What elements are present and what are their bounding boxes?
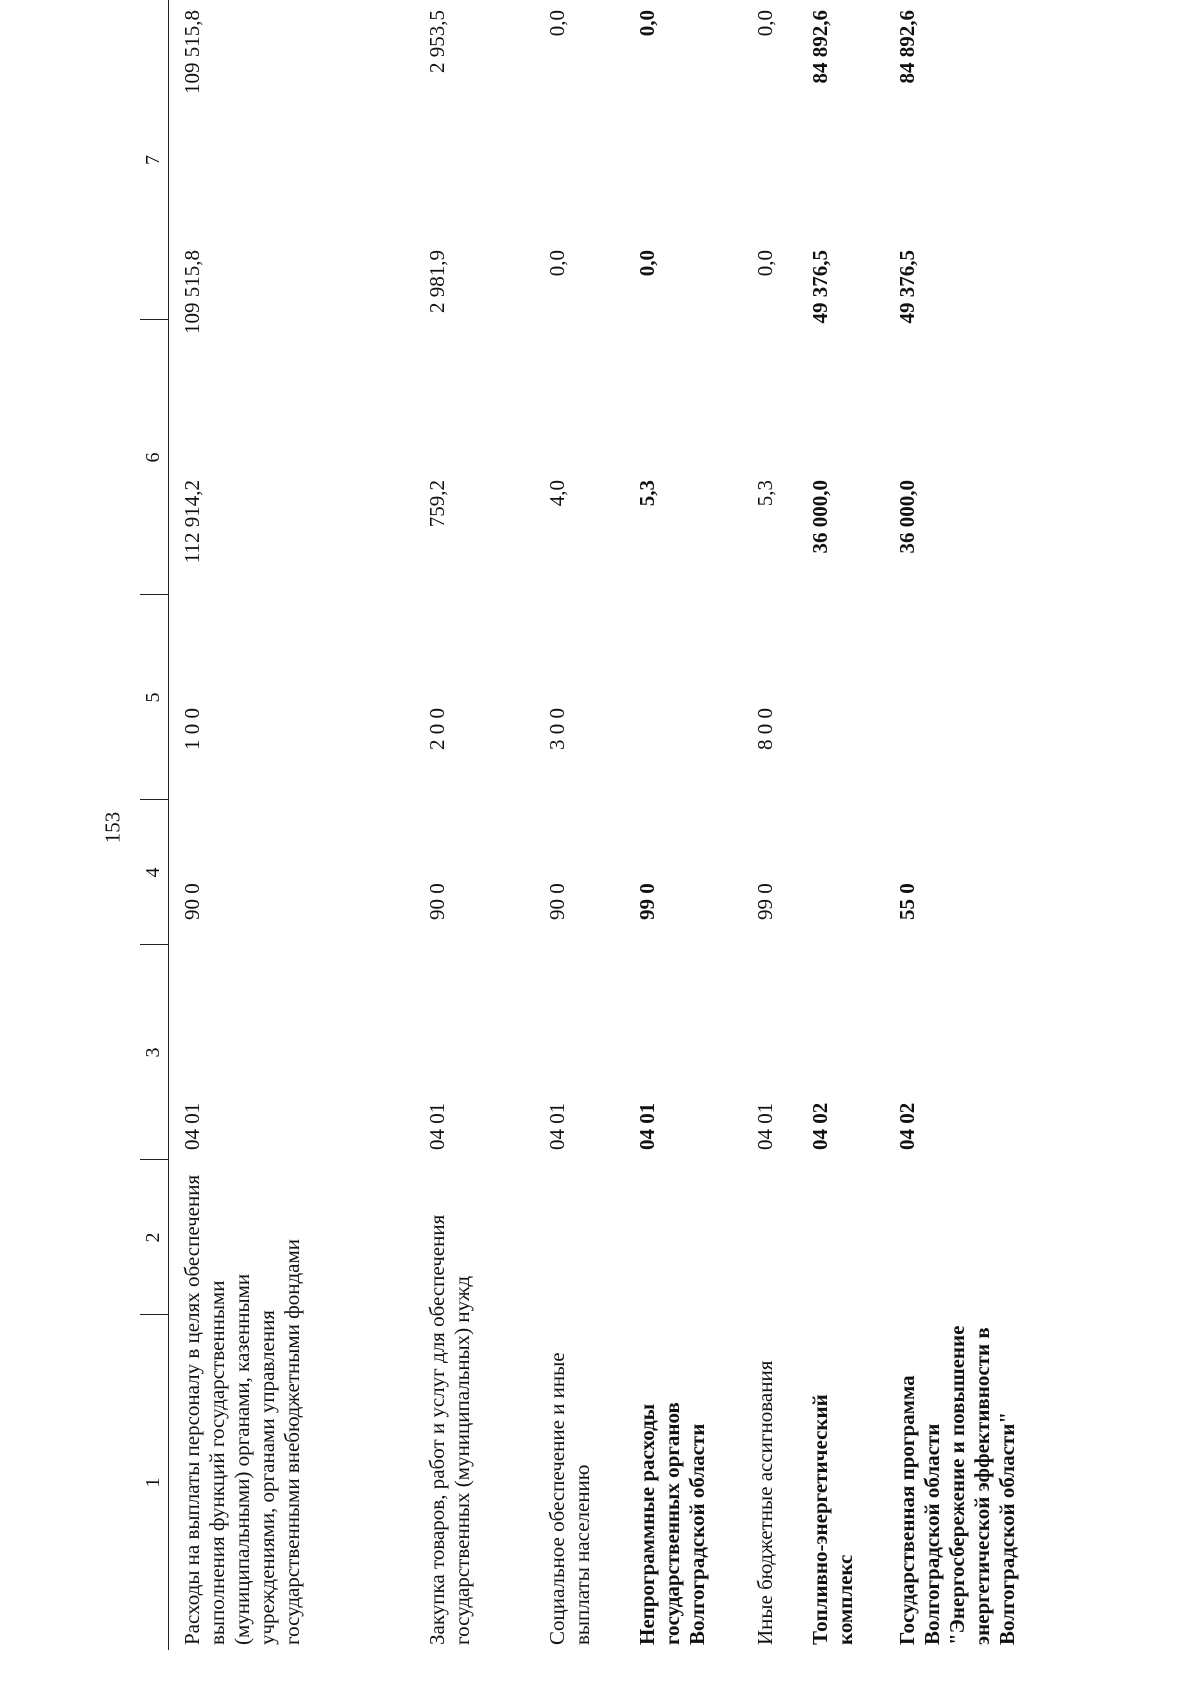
page-number: 153	[100, 811, 125, 844]
table-cell-value: 0,0	[545, 10, 569, 37]
table-cell-section: 04 01	[545, 1102, 569, 1150]
header-col-1: 1	[142, 1477, 164, 1488]
table-cell-name: Социальное обеспечение и иные выплаты населению	[545, 1352, 594, 1645]
table-cell-value: 0,0	[753, 10, 777, 37]
table-cell-program: 99 0	[635, 883, 659, 920]
table-cell-value: 109 515,8	[180, 250, 204, 334]
budget-table	[140, 0, 1019, 1650]
table-cell-name: Расходы на выплаты персоналу в целях обеспечения выполнения функций государственными (муниципальными) органами, казенными учреждениями, органами управления государственными внебюджетными фондами	[180, 1174, 304, 1645]
table-cell-value: 5,3	[635, 480, 659, 507]
table-cell-program: 55 0	[895, 883, 919, 920]
table-cell-value: 36 000,0	[808, 480, 832, 554]
table-cell-name: Государственная программа Волгоградской области "Энергосбережение и повышение энергетической эффективности в Волгоградской области"	[895, 1325, 1019, 1645]
table-cell-value: 5,3	[753, 480, 777, 507]
table-cell-program: 90 0	[425, 883, 449, 920]
table-cell-type: 8 0 0	[753, 708, 777, 750]
table-cell-type: 1 0 0	[180, 708, 204, 750]
table-cell-program: 99 0	[753, 883, 777, 920]
table-cell-section: 04 02	[808, 1102, 832, 1150]
header-col-5: 5	[142, 692, 164, 703]
table-cell-value: 0,0	[753, 250, 777, 277]
table-cell-value: 112 914,2	[180, 480, 204, 564]
header-col-3: 3	[142, 1047, 164, 1058]
table-cell-value: 84 892,6	[895, 10, 919, 84]
header-col-6: 6	[142, 452, 164, 463]
table-cell-value: 0,0	[635, 250, 659, 277]
table-cell-section: 04 01	[180, 1102, 204, 1150]
table-cell-section: 04 01	[425, 1102, 449, 1150]
table-cell-type: 3 0 0	[545, 708, 569, 750]
table-cell-value: 36 000,0	[895, 480, 919, 554]
table-cell-value: 109 515,8	[180, 10, 204, 94]
table-cell-value: 759,2	[425, 480, 449, 528]
table-cell-name: Закупка товаров, работ и услуг для обеспечения государственных (муниципальных) нужд	[425, 1214, 474, 1645]
table-cell-program: 90 0	[180, 883, 204, 920]
table-cell-value: 2 981,9	[425, 250, 449, 313]
table-cell-value: 84 892,6	[808, 10, 832, 84]
table-cell-value: 49 376,5	[895, 250, 919, 324]
table-cell-value: 0,0	[635, 10, 659, 37]
header-col-4: 4	[142, 867, 164, 878]
table-cell-name: Иные бюджетные ассигнования	[753, 1360, 777, 1645]
table-cell-type: 2 0 0	[425, 708, 449, 750]
table-cell-value: 49 376,5	[808, 250, 832, 324]
table-cell-program: 90 0	[545, 883, 569, 920]
table-cell-section: 04 01	[753, 1102, 777, 1150]
table-cell-value: 0,0	[545, 250, 569, 277]
table-cell-value: 2 953,5	[425, 10, 449, 73]
table-cell-section: 04 01	[635, 1102, 659, 1150]
table-cell-name: Непрограммные расходы государственных органов Волгоградской области	[635, 1402, 709, 1645]
table-cell-section: 04 02	[895, 1102, 919, 1150]
header-col-7: 7	[142, 155, 164, 165]
table-cell-name: Топливно-энергетический комплекс	[808, 1394, 857, 1645]
table-cell-value: 4,0	[545, 480, 569, 507]
header-col-2: 2	[142, 1232, 164, 1243]
